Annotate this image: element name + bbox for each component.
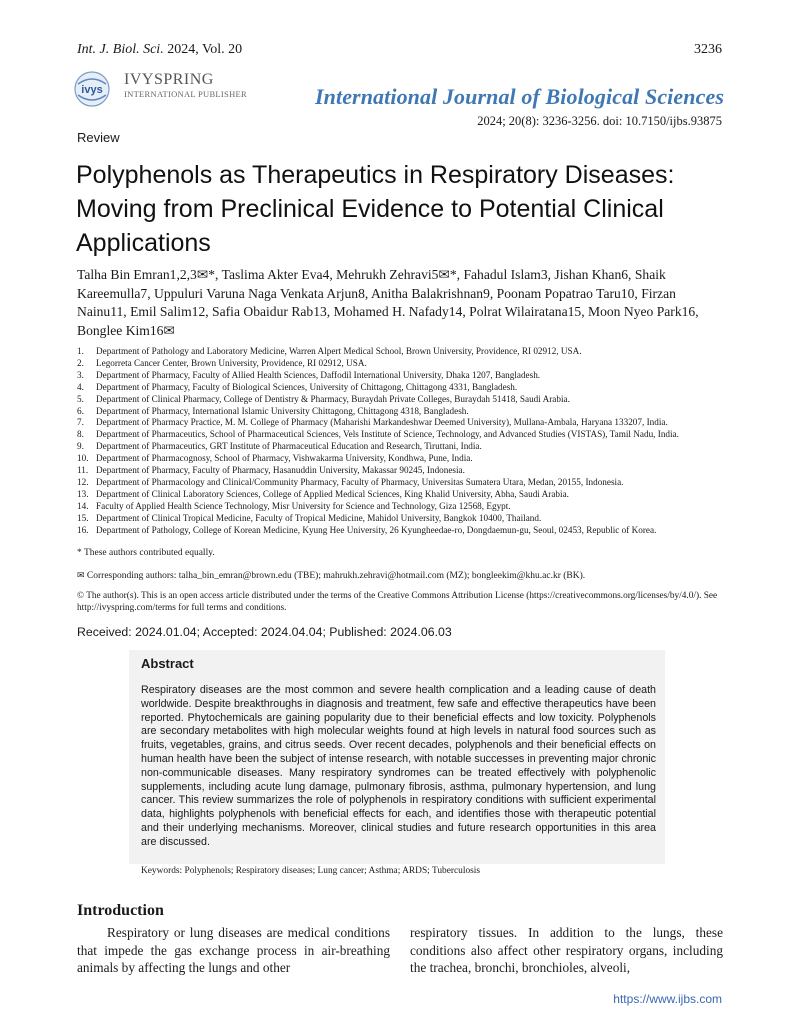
affiliation-item [77, 525, 727, 537]
affiliation-text: Department of Pharmacology and Clinical/Community Pharmacy, Faculty of Pharmacy, Universitas Sumatera Utara, Medan, 20155, Indonesia. [96, 476, 624, 487]
affiliation-number: 8. [77, 429, 84, 440]
affiliation-item [77, 394, 727, 406]
affiliation-item [77, 501, 727, 513]
license-notice: © The author(s). This is an open access article distributed under the terms of the Creative Commons Attribution License (https://creativecommons.org/licenses/by/4.0/). See http://ivyspring.com/terms for full terms and conditions. [77, 591, 718, 613]
affiliation-item [77, 406, 727, 418]
introduction-heading: Introduction [77, 902, 164, 919]
affiliation-number: 9. [77, 441, 84, 452]
affiliation-number: 7. [77, 417, 84, 428]
affiliation-number: 12. [77, 476, 89, 487]
affiliation-number: 15. [77, 512, 89, 523]
affiliation-number: 16. [77, 524, 89, 535]
affiliation-item [77, 489, 727, 501]
footer-link[interactable]: https://www.ijbs.com [613, 992, 722, 1006]
affiliation-text: Department of Pharmaceutics, GRT Institute of Pharmaceutical Education and Research, Tiruttani, India. [96, 441, 482, 452]
affiliation-number: 4. [77, 381, 84, 392]
affiliation-number: 14. [77, 500, 89, 511]
corresponding-authors [77, 570, 585, 581]
intro-left-column: Respiratory or lung diseases are medical conditions that impede the gas exchange process in air-breathing animals by affecting the lungs and other [77, 925, 390, 976]
affiliation-item [77, 465, 727, 477]
affiliation-text: Department of Pharmacy, International Islamic University Chittagong, Chittagong 4318, Bangladesh. [96, 405, 469, 416]
affiliation-number: 3. [77, 369, 84, 380]
affiliation-item [77, 429, 727, 441]
affiliation-item [77, 513, 727, 525]
journal-name: International Journal of Biological Sciences [314, 84, 724, 109]
affiliation-number: 10. [77, 453, 89, 464]
affiliation-item [77, 382, 727, 394]
equal-contribution-note: * These authors contributed equally. [77, 548, 215, 558]
abstract-body: Respiratory diseases are the most common and severe health complication and a leading cause of death worldwide. Despite breakthroughs in diagnosis and treatment, few safe and effective therapeutics have been reported. Phytochemicals are gaining popularity due to their beneficial effects and low toxicity. Polyphenols are secondary metabolites with high molecular weights found at high levels in natural food sources such as fruits, vegetables, grains, and citrus seeds. Over recent decades, polyphenols and their beneficial effects on human health have been the subject of intense research, with notable successes in preventing major chronic non-communicable diseases. Many respiratory syndromes can be treated effectively with polyphenolic supplements, including acute lung damage, pulmonary fibrosis, asthma, pulmonary hypertension, and lung cancer. This review summarizes the role of polyphenols in respiratory conditions with sufficient experimental data, highlights polyphenols with beneficial effects for each, and identifies those with therapeutic potential and their underlying mechanisms. Moreover, clinical studies and future research opportunities in this area are discussed. [141, 684, 656, 848]
affiliation-item [77, 370, 727, 382]
affiliation-item [77, 417, 727, 429]
logo-mark: ivys [81, 84, 103, 96]
affiliation-number: 11. [77, 465, 89, 476]
corresponding-text: Corresponding authors: talha_bin_emran@brown.edu (TBE); mahrukh.zehravi@hotmail.com (MZ); bongleekim@khu.ac.kr (BK). [84, 571, 586, 581]
envelope-icon: ✉ [77, 570, 85, 580]
affiliation-number: 5. [77, 393, 84, 404]
affiliation-text: Department of Pathology, College of Korean Medicine, Kyung Hee University, 26 Kyungheedae-ro, Dongdaemun-gu, Seoul, 02453, Republic of Korea. [96, 524, 657, 535]
publication-dates: Received: 2024.01.04; Accepted: 2024.04.04; Published: 2024.06.03 [77, 625, 452, 639]
affiliation-text: Department of Pharmacy, Faculty of Biological Sciences, University of Chittagong, Chittagong 4331, Bangladesh. [96, 381, 518, 392]
running-header-journal [77, 42, 242, 58]
affiliation-text: Department of Pathology and Laboratory Medicine, Warren Alpert Medical School, Brown University, Providence, RI 02912, USA. [96, 346, 582, 356]
article-type: Review [77, 130, 120, 145]
affiliation-text: Department of Clinical Pharmacy, College of Dentistry & Pharmacy, Buraydah Private Colleges, Buraydah 51418, Saudi Arabia. [96, 393, 570, 404]
abstract-heading: Abstract [141, 656, 194, 671]
affiliation-text: Legorreta Cancer Center, Brown University, Providence, RI 02912, USA. [96, 357, 367, 368]
paper-title: Polyphenols as Therapeutics in Respiratory Diseases: Moving from Preclinical Evidence to Potential Clinical Applications [76, 161, 675, 257]
intro-right-column: respiratory tissues. In addition to the lungs, these conditions also affect other respiratory organs, including the trachea, bronchi, bronchioles, alveoli, [410, 925, 723, 976]
affiliation-number: 2. [77, 357, 84, 368]
affiliation-number: 1. [77, 346, 84, 356]
keywords: Keywords: Polyphenols; Respiratory diseases; Lung cancer; Asthma; ARDS; Tuberculosis [141, 866, 481, 876]
affiliation-text: Department of Pharmacy Practice, M. M. College of Pharmacy (Maharishi Markandeshwar Deemed University), Mullana-Ambala, Haryana 133207, India. [96, 417, 668, 428]
affiliation-item [77, 441, 727, 453]
journal-abbrev: Int. J. Biol. Sci. [77, 42, 164, 57]
affiliation-text: Department of Pharmacy, Faculty of Allied Health Sciences, Daffodil International University, Dhaka 1207, Bangladesh. [96, 369, 541, 380]
affiliation-item [77, 477, 727, 489]
publisher-name: IVYSPRING [124, 71, 214, 88]
page-number: 3236 [694, 42, 722, 57]
affiliation-text: Department of Pharmacy, Faculty of Pharmacy, Hasanuddin University, Makassar 90245, Indonesia. [96, 465, 465, 476]
affiliation-item [77, 346, 727, 358]
publisher-subtitle: INTERNATIONAL PUBLISHER [124, 89, 247, 99]
year-volume: 2024, Vol. 20 [163, 42, 243, 57]
affiliation-item [77, 358, 727, 370]
affiliation-text: Department of Clinical Tropical Medicine, Faculty of Tropical Medicine, Mahidol University, Bangkok 10400, Thailand. [96, 512, 542, 523]
affiliation-item [77, 453, 727, 465]
affiliation-number: 13. [77, 488, 89, 499]
affiliation-text: Department of Clinical Laboratory Sciences, College of Applied Medical Sciences, King Khalid University, Abha, Saudi Arabia. [96, 488, 569, 499]
affiliation-text: Faculty of Applied Health Science Technology, Misr University for Science and Technology, Giza 12568, Egypt. [96, 500, 511, 511]
affiliation-text: Department of Pharmacognosy, School of Pharmacy, Vishwakarma University, Kondhwa, Pune, India. [96, 453, 473, 464]
citation: 2024; 20(8): 3236-3256. doi: 10.7150/ijbs.93875 [477, 114, 722, 128]
affiliation-text: Department of Pharmaceutics, School of Pharmaceutical Sciences, Vels Institute of Science, Technology, and Advanced Studies (VISTAS), Tamil Nadu, India. [96, 429, 679, 440]
affiliations-list [77, 346, 727, 537]
affiliation-number: 6. [77, 405, 84, 416]
authors: Talha Bin Emran1,2,3✉*, Taslima Akter Eva4, Mehrukh Zehravi5✉*, Fahadul Islam3, Jishan Khan6, Shaik Kareemulla7, Uppuluri Varuna Naga Venkata Arjun8, Anitha Balakrishnan9, Poonam Popatrao Taru10, Firzan Nainu11, Emil Salim12, Safia Obaidur Rab13, Mohamed H. Nafady14, Polrat Wilairatana15, Moon Nyeo Park16, Bonglee Kim16✉ [77, 267, 699, 338]
